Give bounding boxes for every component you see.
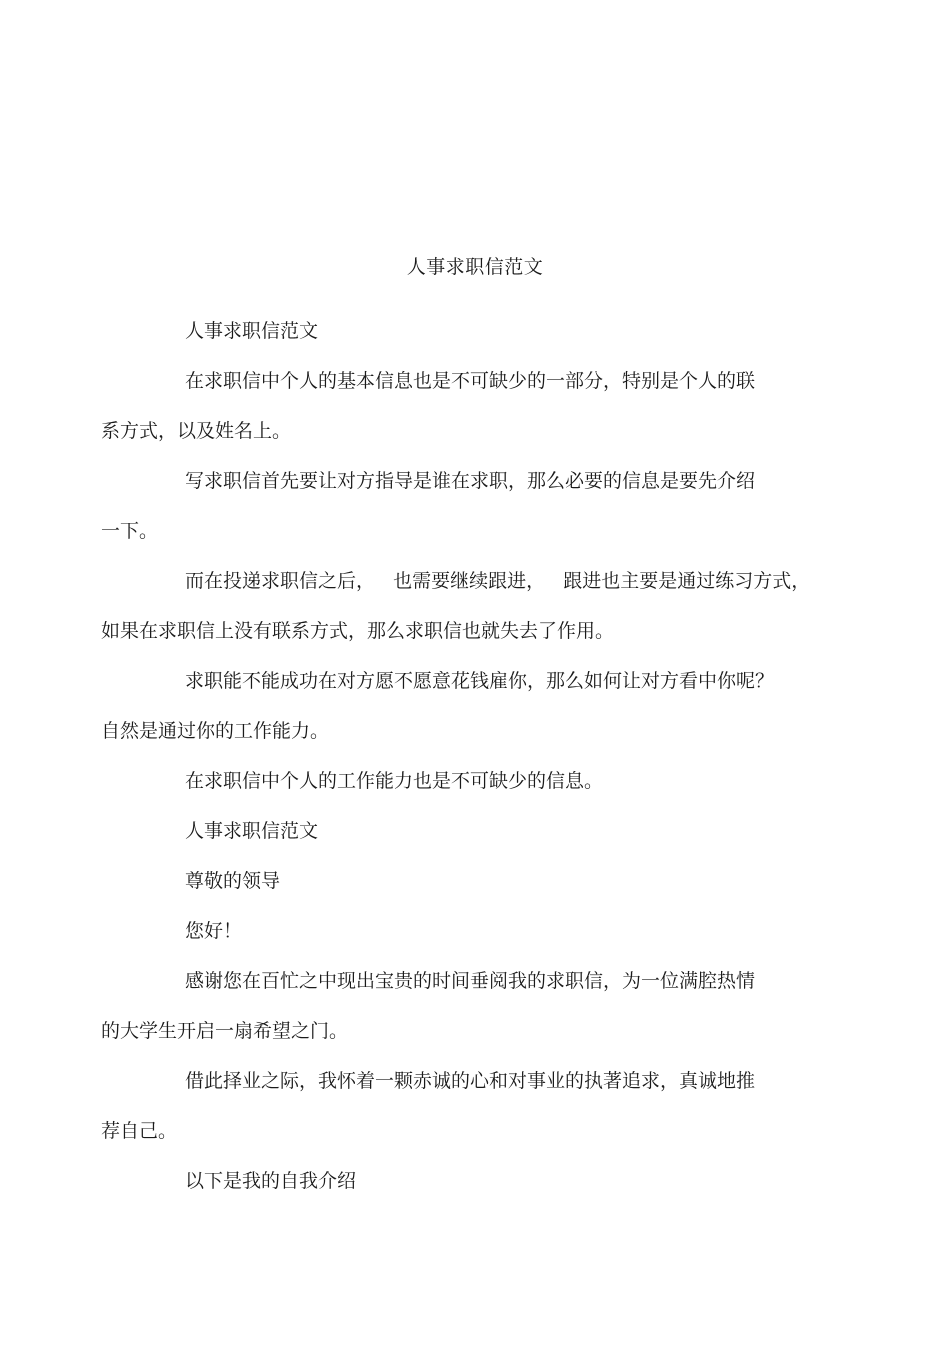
paragraph	[101, 956, 793, 1056]
paragraph	[101, 356, 793, 456]
paragraph	[143, 856, 793, 906]
paragraph-line: 感谢您在百忙之中现出宝贵的时间垂阅我的求职信，为一位满腔热情	[185, 970, 756, 992]
paragraph-line: 自然是通过你的工作能力。	[101, 720, 330, 742]
paragraph-line: 在求职信中个人的工作能力也是不可缺少的信息。	[185, 770, 604, 792]
paragraph-line: 系方式，以及姓名上。	[101, 420, 292, 442]
document-title: 人事求职信范文	[406, 256, 544, 278]
paragraph	[101, 1056, 793, 1156]
paragraph-line: 在求职信中个人的基本信息也是不可缺少的一部分，特别是个人的联	[185, 370, 756, 392]
paragraph-line: 尊敬的领导	[185, 870, 281, 892]
paragraph-line: 写求职信首先要让对方指导是谁在求职，那么必要的信息是要先介绍	[185, 470, 756, 492]
paragraph-line: 借此择业之际，我怀着一颗赤诚的心和对事业的执著追求，真诚地推	[185, 1070, 756, 1092]
paragraph-line: 以下是我的自我介绍	[185, 1170, 357, 1192]
paragraph	[143, 306, 793, 356]
paragraph-line: 人事求职信范文	[185, 820, 319, 842]
paragraph-line: 如果在求职信上没有联系方式，那么求职信也就失去了作用。	[101, 620, 615, 642]
paragraph	[101, 456, 793, 556]
paragraph	[101, 556, 811, 656]
paragraph-line: 人事求职信范文	[185, 320, 319, 342]
paragraph-line: 的大学生开启一扇希望之门。	[101, 1020, 349, 1042]
paragraph-line: 求职能不能成功在对方愿不愿意花钱雇你，那么如何让对方看中你呢？	[185, 670, 775, 692]
paragraph-line: 荐自己。	[101, 1120, 178, 1142]
paragraph	[143, 1156, 793, 1206]
paragraph	[101, 656, 793, 756]
paragraph-line: 而在投递求职信之后， 也需要继续跟进， 跟进也主要是通过练习方式，	[185, 570, 811, 592]
paragraph	[143, 906, 793, 956]
paragraph-line: 一下。	[101, 520, 159, 542]
paragraph-line: 您好！	[185, 920, 243, 942]
paragraph	[143, 756, 793, 806]
paragraph	[143, 806, 793, 856]
